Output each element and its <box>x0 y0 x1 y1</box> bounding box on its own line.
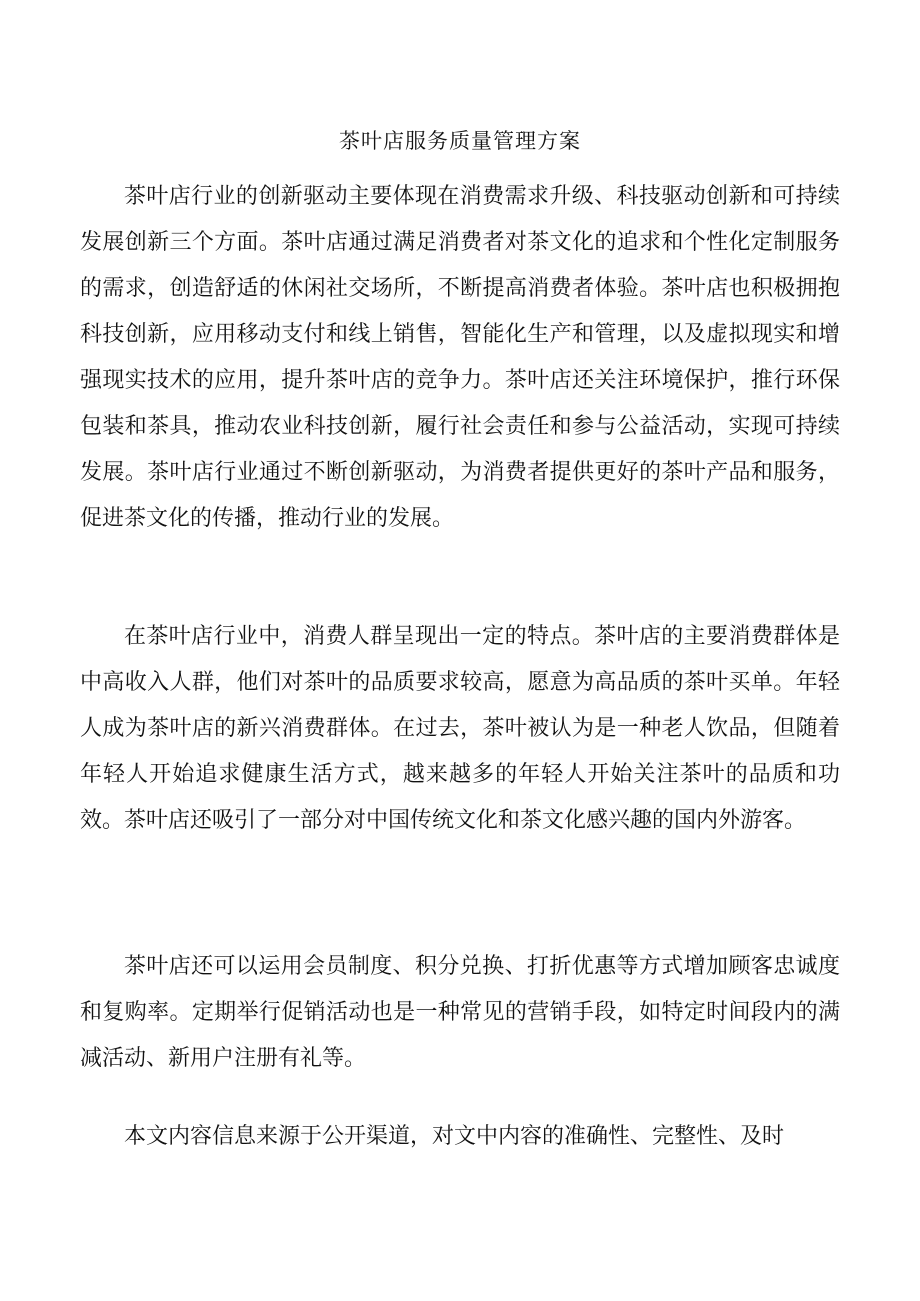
paragraph-disclaimer: 本文内容信息来源于公开渠道，对文中内容的准确性、完整性、及时 <box>124 1124 785 1149</box>
document-title: 茶叶店服务质量管理方案 <box>339 129 581 153</box>
paragraph-loyalty: 茶叶店还可以运用会员制度、积分兑换、打折优惠等方式增加顾客忠诚度和复购率。定期举行促销活动也是一种常见的营销手段，如特定时间段内的满减活动、新用户注册有礼等。 <box>80 954 840 1071</box>
paragraph-consumers: 在茶叶店行业中，消费人群呈现出一定的特点。茶叶店的主要消费群体是中高收入人群，他们对茶叶的品质要求较高，愿意为高品质的茶叶买单。年轻人成为茶叶店的新兴消费群体。在过去，茶叶被认为是一种老人饮品，但随着年轻人开始追求健康生活方式，越来越多的年轻人开始关注茶叶的品质和功效。茶叶店还吸引了一部分对中国传统文化和茶文化感兴趣的国内外游客。 <box>80 624 840 833</box>
paragraph-innovation: 茶叶店行业的创新驱动主要体现在消费需求升级、科技驱动创新和可持续发展创新三个方面。茶叶店通过满足消费者对茶文化的追求和个性化定制服务的需求，创造舒适的休闲社交场所，不断提高消费者体验。茶叶店也积极拥抱科技创新，应用移动支付和线上销售，智能化生产和管理，以及虚拟现实和增强现实技术的应用，提升茶叶店的竞争力。茶叶店还关注环境保护，推行环保包装和茶具，推动农业科技创新，履行社会责任和参与公益活动，实现可持续发展。茶叶店行业通过不断创新驱动，为消费者提供更好的茶叶产品和服务，促进茶文化的传播，推动行业的发展。 <box>80 184 840 531</box>
